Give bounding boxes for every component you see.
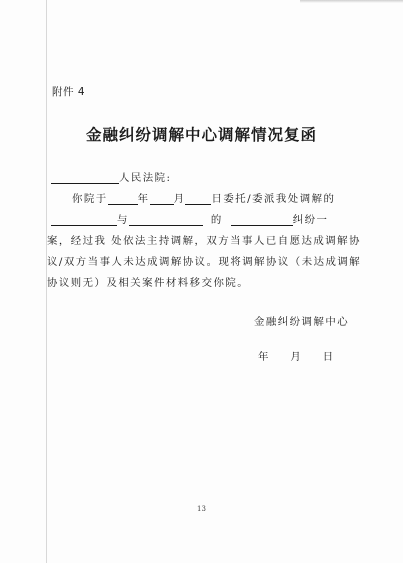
scan-top-shadow xyxy=(300,0,403,3)
line2-text-d: 日委托/委派我处调解的 xyxy=(211,193,336,205)
blank-day xyxy=(185,193,211,205)
letter-line-6: 协议则无）及相关案件材料移交你院。 xyxy=(47,277,250,289)
blank-court-name xyxy=(51,172,119,184)
blank-dispute-type xyxy=(231,214,293,226)
date-month: 月 xyxy=(290,351,301,363)
letter-line-3 xyxy=(51,211,328,226)
date-year: 年 xyxy=(258,351,269,363)
blank-year xyxy=(108,193,138,205)
document-title: 金融纠纷调解中心调解情况复函 xyxy=(85,125,317,144)
attachment-label: 附件 4 xyxy=(52,86,86,98)
date-day: 日 xyxy=(322,351,334,363)
line2-text-b: 年 xyxy=(137,193,150,205)
blank-party-a xyxy=(51,214,117,226)
line3-text-c: 纠纷一 xyxy=(292,214,329,226)
blank-month xyxy=(150,193,174,205)
page-number: 13 xyxy=(197,505,206,513)
line2-text-a: 你院于 xyxy=(72,193,108,205)
letter-line-2 xyxy=(72,190,335,205)
line3-text-b: 的 xyxy=(210,214,223,226)
letter-line-4: 案，经过我 处依法主持调解，双方当事人已自愿达成调解协 xyxy=(47,235,361,247)
signature-organization: 金融纠纷调解中心 xyxy=(254,316,350,328)
blank-party-b xyxy=(129,214,203,226)
letter-line-1 xyxy=(51,169,172,184)
letter-line-5: 议/双方当事人未达成调解协议。现将调解协议（未达成调解 xyxy=(47,256,362,268)
line2-text-c: 月 xyxy=(173,193,186,205)
signature-date xyxy=(258,348,333,363)
line3-text-a: 与 xyxy=(117,214,129,226)
court-suffix: 人民法院: xyxy=(119,172,172,184)
